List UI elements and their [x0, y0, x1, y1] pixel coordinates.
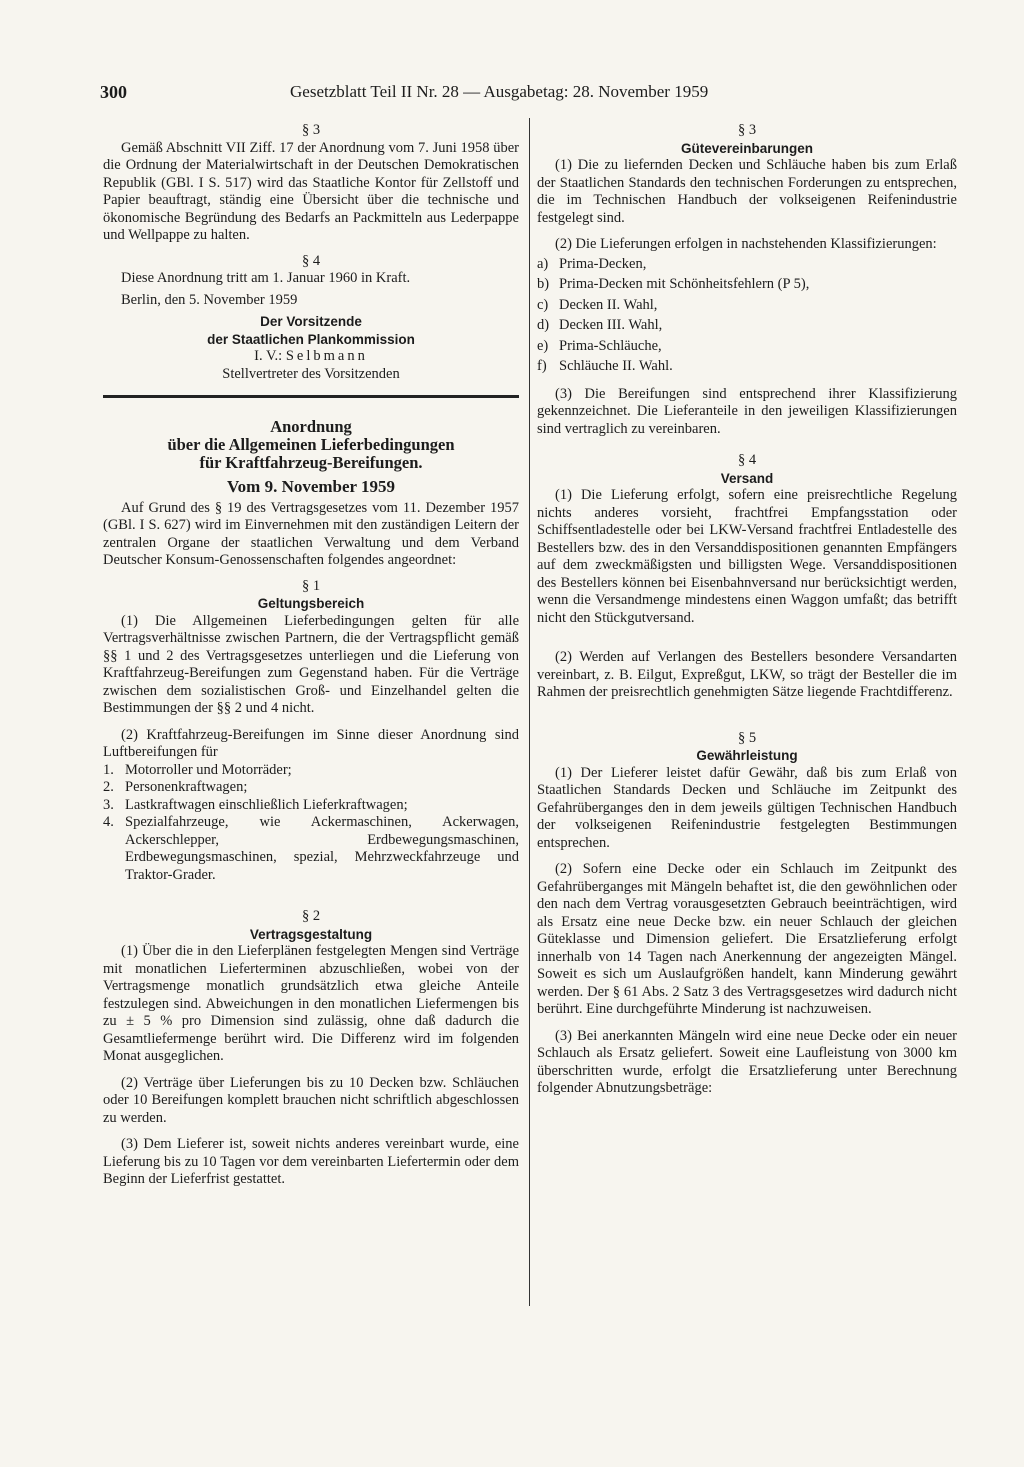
- section-4-text: Diese Anordnung tritt am 1. Januar 1960 in Kraft.: [121, 270, 411, 286]
- right-column: [537, 120, 957, 1098]
- left-column: [103, 120, 519, 1189]
- list-item: c) Decken II. Wahl,: [537, 296, 658, 313]
- paragraph-5-heading: § 5: [737, 729, 757, 746]
- section-3-heading: § 3: [301, 122, 321, 138]
- paragraph-3-abs-1: (1) Die zu liefernden Decken und Schläuche haben bis zum Erlaß der Staatlichen Standards den technischen Forderungen zu entsprechen, die im Technischen Handbuch der volkseigenen Reifenindustrie festgelegt sind.: [537, 157, 957, 226]
- paragraph-2-abs-2: (2) Verträge über Lieferungen bis zu 10 Decken bzw. Schläuchen oder 10 Bereifungen komplett brauchen nicht schriftlich abgeschlossen zu werden.: [103, 1074, 519, 1126]
- paragraph-4-heading: § 4: [737, 452, 757, 468]
- paragraph-2-abs-3: (3) Dem Lieferer ist, soweit nichts anderes vereinbart wurde, eine Lieferung bis zu 10 Tagen vor dem vereinbarten Liefertermin oder dem Beginn der Lieferfrist gestattet.: [103, 1136, 519, 1187]
- vehicle-list: [103, 762, 519, 885]
- ordinance-title-3: für Kraftfahrzeug-Bereifungen.: [199, 453, 423, 472]
- signer-name: Selbmann: [285, 348, 368, 364]
- list-item: 4. Spezialfahrzeuge, wie Ackermaschinen, Ackerwagen, Ackerschlepper, Erdbewegungsmaschinen, Erdbewegungsmaschinen, spezial, Mehrzweckfahrzeuge und Traktor-Grader.: [103, 814, 519, 883]
- place-date: Berlin, den 5. November 1959: [121, 291, 298, 308]
- paragraph-3-title: Gütevereinbarungen: [680, 140, 814, 156]
- paragraph-3-heading: § 3: [737, 122, 757, 138]
- paragraph-5-title: Gewährleistung: [696, 748, 798, 763]
- paragraph-2-heading: § 2: [301, 908, 321, 924]
- list-item: e) Prima-Schläuche,: [537, 337, 662, 354]
- section-separator: [103, 395, 519, 398]
- list-item: 1. Motorroller und Motorräder;: [103, 761, 292, 778]
- paragraph-5-abs-1: (1) Der Lieferer leistet dafür Gewähr, daß bis zum Erlaß von Staatlichen Standards Decken und Schläuche im Zeitpunkt des Gefahrüberganges den in dem jeweils gültigen Technischen Handbuch der volkseigenen Reifenindustrie festgelegten Bestimmungen entsprechen.: [537, 764, 957, 851]
- preamble: Auf Grund des § 19 des Vertragsgesetzes vom 11. Dezember 1957 (GBl. I S. 627) wird im Einvernehmen mit den zuständigen Leitern der zentralen Organe der staatlichen Verwaltung und dem Verband Deutscher Konsum-Genossenschaften folgendes angeordnet:: [103, 499, 519, 568]
- list-item: d) Decken III. Wahl,: [537, 317, 663, 333]
- column-divider: [529, 118, 530, 1306]
- paragraph-4-abs-2: (2) Werden auf Verlangen des Bestellers besondere Versandarten vereinbart, z. B. Eilgut, Expreßgut, LKW, so trägt der Besteller die im Rahmen der preisrechtlich genehmigten Sätze liegende Frachtdifferenz.: [537, 649, 957, 700]
- paragraph-3-abs-2: (2) Die Lieferungen erfolgen in nachstehenden Klassifizierungen:: [555, 236, 937, 252]
- running-title: Gesetzblatt Teil II Nr. 28 — Ausgabetag: 28. November 1959: [290, 82, 709, 101]
- paragraph-2-title: Vertragsgestaltung: [249, 926, 373, 942]
- paragraph-4-abs-1: (1) Die Lieferung erfolgt, sofern eine preisrechtliche Regelung nichts anderes vorsieht, frachtfrei Empfangsstation oder Schiffsentladestelle oder bei LKW-Versand frachtfrei Entladestelle des Bestellers bzw. des in den Versanddispositionen genannten Empfängers auf dem zweckmäßigsten und billigsten Wege. Versanddispositionen des Bestellers können bei Eisenbahnversand nur berücksichtigt werden, wenn die Versandmenge mindestens einen Waggon umfaßt; das betrifft nicht den Stückgutversand.: [537, 487, 957, 626]
- ordinance-title-1: Anordnung: [270, 417, 352, 436]
- list-item: b) Prima-Decken mit Schönheitsfehlern (P 5),: [537, 276, 810, 292]
- ordinance-date: Vom 9. November 1959: [226, 477, 396, 496]
- paragraph-3-abs-3: (3) Die Bereifungen sind entsprechend ihrer Klassifizierung gekennzeichnet. Die Lieferanteile in den jeweiligen Klassifizierungen sind vertraglich zu vereinbaren.: [537, 385, 957, 437]
- section-3-text: Gemäß Abschnitt VII Ziff. 17 der Anordnung vom 7. Juni 1958 über die Ordnung der Materialwirtschaft in der Deutschen Demokratischen Republik (GBl. I S. 517) wird das Staatliche Kontor für Zellstoff und Papier beauftragt, ständig eine Übersicht über die technische und ökonomische Begründung des Bedarfs an Packmitteln aus Lederpappe und Wellpappe zu halten.: [103, 139, 519, 243]
- list-item: 2. Personenkraftwagen;: [103, 779, 248, 795]
- signer-title-1: Der Vorsitzende: [260, 314, 362, 329]
- paragraph-5-abs-3: (3) Bei anerkannten Mängeln wird eine neue Decke oder ein neuer Schlauch als Ersatz geliefert. Soweit eine Laufleistung von 3000 km überschritten wurde, erfolgt die Ersatzlieferung unter Berechnung folgender Abnutzungsbeträge:: [537, 1027, 957, 1096]
- paragraph-1-abs-2: (2) Kraftfahrzeug-Bereifungen im Sinne dieser Anordnung sind Luftbereifungen für: [103, 726, 519, 760]
- signer-role: Stellvertreter des Vorsitzenden: [222, 365, 400, 382]
- ordinance-title-2: über die Allgemeinen Lieferbedingungen: [167, 435, 455, 454]
- classification-list: [537, 254, 957, 377]
- signer-iv: I. V.:: [254, 348, 283, 364]
- signer-title-2: der Staatlichen Plankommission: [207, 331, 415, 347]
- paragraph-1-abs-1: (1) Die Allgemeinen Lieferbedingungen gelten für alle Vertragsverhältnisse zwischen Partnern, die der Vertragspflicht gemäß §§ 1 und 2 des Vertragsgesetzes unterliegen und die Lieferung von Kraftfahrzeug-Bereifungen zum Gegenstand haben. Für die Verträge zwischen dem sozialistischen Groß- und Einzelhandel gelten die Bestimmungen der §§ 2 und 4 nicht.: [103, 612, 519, 716]
- paragraph-5-abs-2: (2) Sofern eine Decke oder ein Schlauch im Zeitpunkt des Gefahrüberganges mit Mängeln behaftet ist, die den gewöhnlichen oder den nach dem Vertrag vorausgesetzten Gebrauch beeinträchtigen, wird als Ersatz eine neue Decke bzw. ein neuer Schlauch der gleichen Güteklasse und Dimension geliefert. Die Ersatzlieferung erfolgt innerhalb von 14 Tagen nach Anerkennung der angezeigten Mängel. Soweit es sich um Auslaufgrößen handelt, kann Minderung gewährt werden. Der § 61 Abs. 2 Satz 3 des Vertragsgesetzes wird dadurch nicht berührt. Eine durchgeführte Minderung ist nachzuweisen.: [537, 861, 957, 1017]
- list-item: 3. Lastkraftwagen einschließlich Lieferkraftwagen;: [103, 796, 408, 813]
- section-4-heading: § 4: [301, 252, 321, 269]
- list-item: a) Prima-Decken,: [537, 255, 647, 272]
- signer-line: [103, 348, 519, 366]
- paragraph-1-title: Geltungsbereich: [257, 596, 365, 611]
- paragraph-1-heading: § 1: [301, 577, 321, 594]
- paragraph-4-title: Versand: [720, 470, 774, 486]
- list-item: f) Schläuche II. Wahl.: [537, 358, 673, 374]
- page-header: [100, 82, 782, 108]
- page-number: 300: [100, 82, 127, 102]
- paragraph-2-abs-1: (1) Über die in den Lieferplänen festgelegten Mengen sind Verträge mit monatlichen Lieferterminen abzuschließen, wobei von der Vertragsmenge monatlich grundsätzlich etwa gleiche Anteile festzulegen sind. Abweichungen in den monatlichen Liefermengen bis zu ± 5 % pro Dimension sind zulässig, ohne daß dadurch die Gesamtliefermenge berührt wird. Die Differenz wird im folgenden Monat ausgeglichen.: [103, 943, 519, 1064]
